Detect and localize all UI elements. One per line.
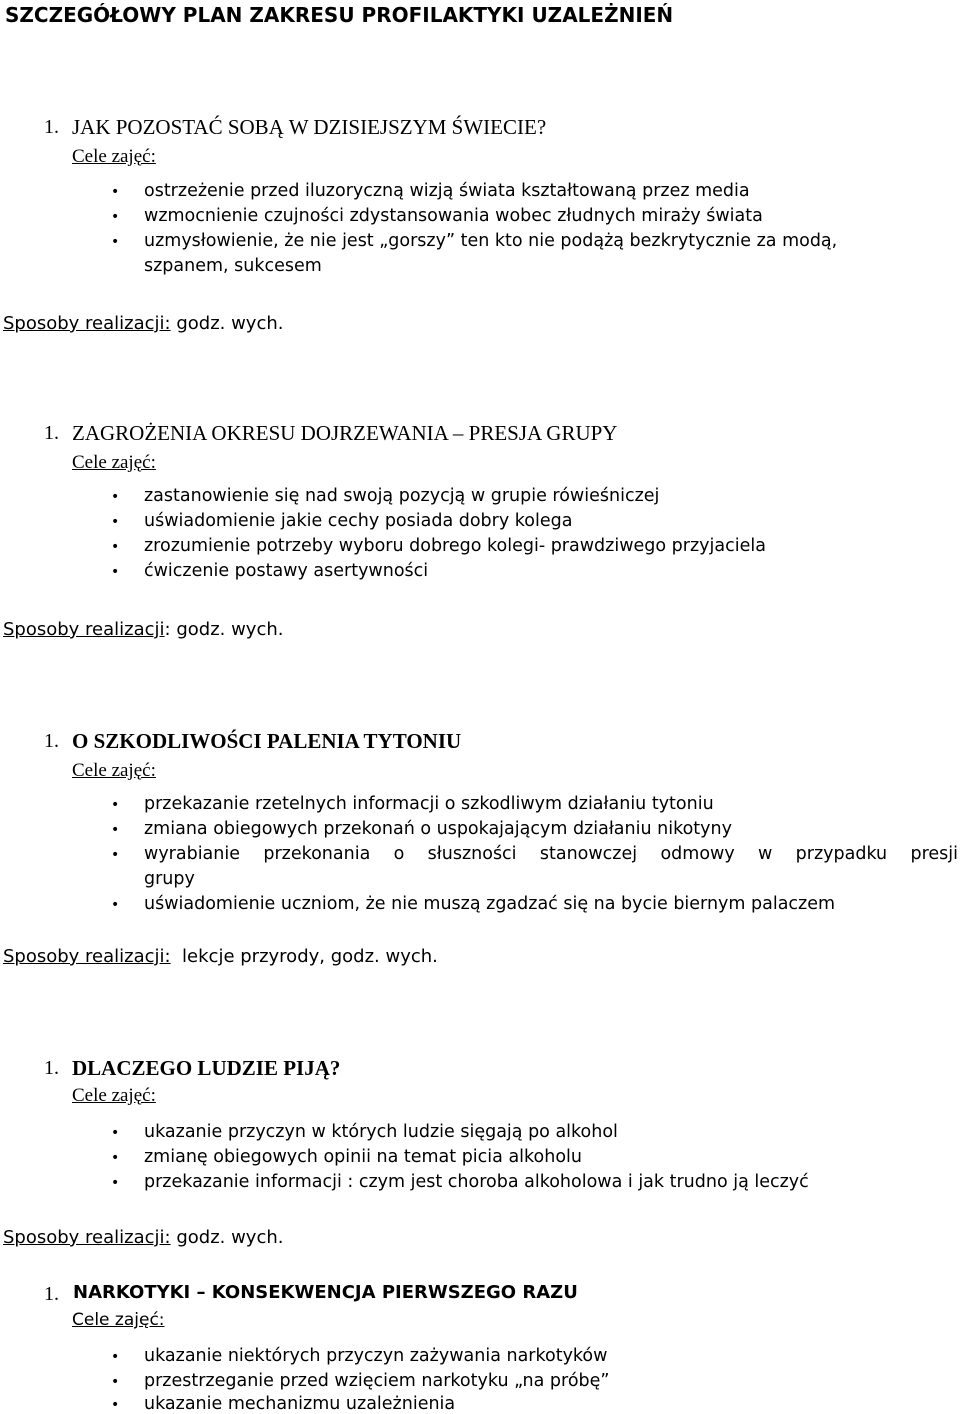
methods-line	[3, 619, 284, 640]
goal-item: uświadomienie uczniom, że nie muszą zgadzać się na bycie biernym palaczem	[144, 894, 836, 914]
section-number: 1.	[44, 1283, 59, 1305]
bullet-icon: •	[111, 1349, 120, 1365]
goals-label: Cele zajęć:	[72, 1085, 156, 1106]
goal-item-continuation: grupy	[144, 869, 195, 889]
goal-item: ukazanie niektórych przyczyn zażywania narkotyków	[144, 1346, 608, 1366]
goal-item: ukazanie przyczyn w których ludzie sięgają po alkohol	[144, 1122, 618, 1142]
goal-item: zrozumienie potrzeby wyboru dobrego kolegi- prawdziwego przyjaciela	[144, 536, 766, 556]
methods-label: Sposoby realizacji:	[3, 1227, 171, 1248]
section-title: JAK POZOSTAĆ SOBĄ W DZISIEJSZYM ŚWIECIE?	[72, 115, 547, 139]
section-number: 1.	[44, 1057, 59, 1079]
methods-line	[3, 1227, 284, 1248]
methods-value: lekcje przyrody, godz. wych.	[170, 946, 438, 967]
goal-item: ukazanie mechanizmu uzależnienia	[144, 1394, 456, 1414]
bullet-icon: •	[111, 184, 120, 200]
bullet-icon: •	[111, 1374, 120, 1390]
goal-item: uświadomienie jakie cechy posiada dobry kolega	[144, 511, 573, 531]
goal-item: wyrabianie przekonania o słuszności stanowczej odmowy w przypadku presji	[144, 844, 958, 864]
goal-item: zmiana obiegowych przekonań o uspokajającym działaniu nikotyny	[144, 819, 732, 839]
bullet-icon: •	[111, 514, 120, 530]
methods-value: godz. wych.	[170, 313, 284, 334]
methods-value: godz. wych.	[170, 1227, 284, 1248]
goals-label: Cele zajęć:	[72, 760, 156, 781]
section-number: 1.	[44, 730, 59, 752]
bullet-icon: •	[111, 797, 120, 813]
methods-label: Sposoby realizacji	[3, 619, 165, 640]
bullet-icon: •	[111, 897, 120, 913]
methods-line	[3, 946, 438, 967]
bullet-icon: •	[111, 847, 120, 863]
bullet-icon: •	[111, 1150, 120, 1166]
goal-item: przestrzeganie przed wzięciem narkotyku „na próbę”	[144, 1371, 610, 1391]
bullet-icon: •	[111, 209, 120, 225]
goal-item: zmianę obiegowych opinii na temat picia alkoholu	[144, 1147, 582, 1167]
methods-label: Sposoby realizacji:	[3, 946, 171, 967]
goal-item-continuation: szpanem, sukcesem	[144, 256, 322, 276]
bullet-icon: •	[111, 1125, 120, 1141]
bullet-icon: •	[111, 234, 120, 250]
section-title: DLACZEGO LUDZIE PIJĄ?	[72, 1056, 341, 1080]
methods-label: Sposoby realizacji:	[3, 313, 171, 334]
goal-item: ostrzeżenie przed iluzoryczną wizją świata kształtowaną przez media	[144, 181, 750, 201]
section-number: 1.	[44, 116, 59, 138]
goal-item: uzmysłowienie, że nie jest „gorszy” ten kto nie podążą bezkrytycznie za modą,	[144, 231, 838, 251]
section-title: O SZKODLIWOŚCI PALENIA TYTONIU	[72, 729, 462, 753]
goal-item: zastanowienie się nad swoją pozycją w grupie rówieśniczej	[144, 486, 660, 506]
bullet-icon: •	[111, 822, 120, 838]
goal-item: przekazanie rzetelnych informacji o szkodliwym działaniu tytoniu	[144, 794, 714, 814]
goals-label: Cele zajęć:	[72, 452, 156, 473]
methods-value: : godz. wych.	[164, 619, 284, 640]
goal-item: ćwiczenie postawy asertywności	[144, 561, 429, 581]
methods-line	[3, 313, 284, 334]
document-title: SZCZEGÓŁOWY PLAN ZAKRESU PROFILAKTYKI UZALEŻNIEŃ	[5, 3, 674, 27]
bullet-icon: •	[111, 489, 120, 505]
goal-item: wzmocnienie czujności zdystansowania wobec złudnych miraży świata	[144, 206, 763, 226]
section-title: NARKOTYKI – KONSEKWENCJA PIERWSZEGO RAZU	[73, 1282, 578, 1303]
section-title: ZAGROŻENIA OKRESU DOJRZEWANIA – PRESJA GRUPY	[72, 421, 618, 445]
bullet-icon: •	[111, 1397, 120, 1413]
bullet-icon: •	[111, 539, 120, 555]
goals-label: Cele zajęć:	[72, 1310, 165, 1330]
bullet-icon: •	[111, 1175, 120, 1191]
bullet-icon: •	[111, 564, 120, 580]
section-number: 1.	[44, 422, 59, 444]
goal-item: przekazanie informacji : czym jest choroba alkoholowa i jak trudno ją leczyć	[144, 1172, 809, 1192]
goals-label: Cele zajęć:	[72, 146, 156, 167]
